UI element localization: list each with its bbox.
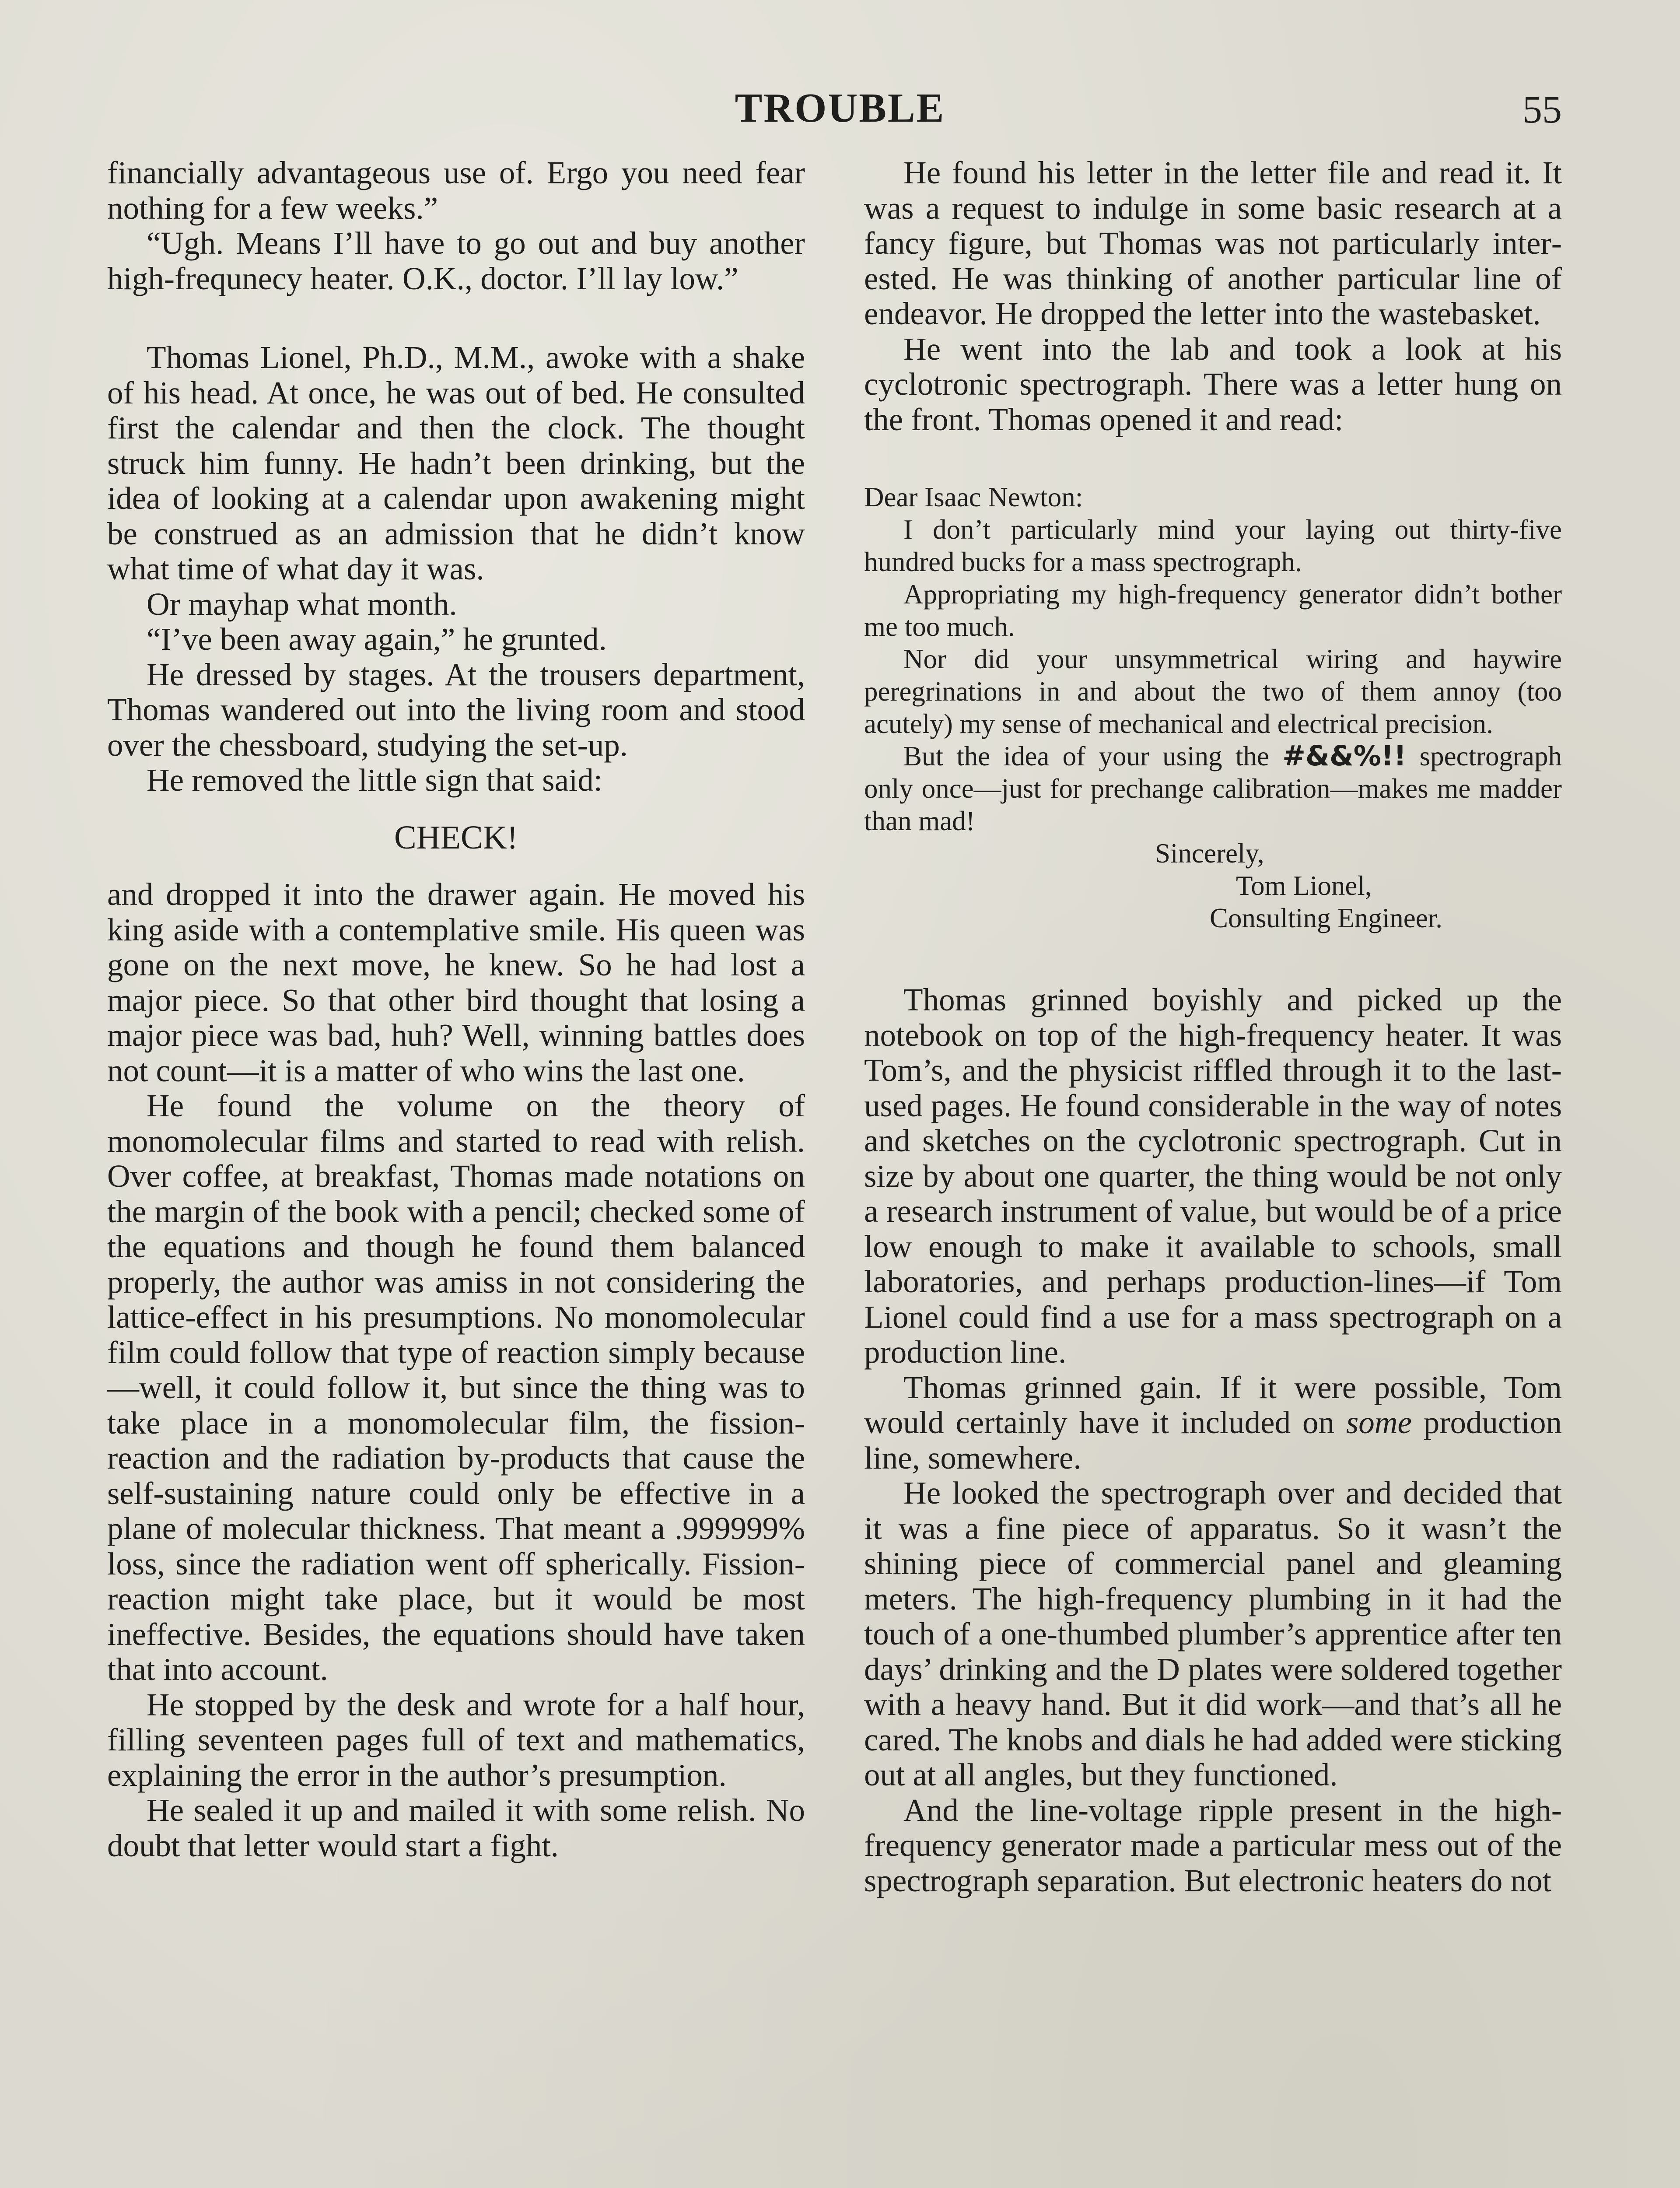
letter-salutation: Dear Isaac Newton: — [864, 482, 1083, 512]
letter-signature-title: Consulting Engineer. — [1210, 903, 1442, 933]
paragraph: And the line-voltage ripple present in the high-frequency generator made a particular mess out of the spectrograph separation. But electronic heaters do not — [864, 1792, 1562, 1898]
paragraph: He removed the little sign that said: — [147, 762, 603, 798]
paragraph: Thomas grinned gain. If it were possible, Tom would certainly have it included on some production line, somewhere. — [864, 1369, 1562, 1476]
section-break — [107, 296, 805, 340]
paragraph: Thomas grinned boyishly and picked up the notebook on top of the high-frequency heater. It was Tom’s, and the physicist riffled through it to the last-used pages. He found considerable in the way of notes and sketches on the cyclotronic spectrograph. Cut in size by about one quarter, the thing would be not only a research instrument of value, but would be of a price low enough to make it available to schools, small laboratories, and perhaps production-lines—if Tom Lionel could find a use for a mass spectrograph on a production line. — [864, 982, 1562, 1370]
page-number: 55 — [1522, 88, 1562, 131]
paragraph: financially advantageous use of. Ergo you need fear nothing for a few weeks.” — [107, 155, 805, 226]
letter-signature-name: Tom Lionel, — [1236, 870, 1372, 901]
paragraph: He found the volume on the theory of monomolecular films and started to read with relish. Over coffee, at breakfast, Thomas made notations on the margin of the book with a pencil; checked some of the equations and though he found them balanced properly, the author was amiss in not considering the lattice-effect in his presumptions. No monomolecular film could follow that type of reaction simply because—well, it could follow it, but since the thing was to take place in a monomolecular film, the fission-reaction and the radiation by-products that cause the self-sustaining nature could only be effective in a plane of molecular thickness. That meant a .999999% loss, since the radiation went off spherically. Fission-reaction might take place, but it would be most ineffective. Besides, the equations should have taken that into account. — [107, 1088, 805, 1687]
expletive-symbols: #&&%!! — [1282, 740, 1407, 772]
paragraph: He went into the lab and took a look at his cyclotronic spectrograph. There was a letter hung on the front. Thomas opened it and read: — [864, 331, 1562, 437]
paragraph: He found his letter in the letter file and read it. It was a request to indulge in some basic research at a fancy figure, but Thomas was not particularly interested. He was thinking of another particular line of endeavor. He dropped the letter into the wastebasket. — [864, 155, 1562, 331]
letter-closing: Sincerely, — [1155, 838, 1264, 869]
letter-paragraph: Appropriating my high-frequency generator didn’t bother me too much. — [864, 579, 1562, 642]
left-column — [107, 155, 805, 1863]
letter-paragraph: But the idea of your using the #&&%!! spectrograph only once—just for prechange calibration—makes me madder than mad! — [864, 740, 1562, 836]
paragraph: “Ugh. Means I’ll have to go out and buy another high-frequnecy heater. O.K., doctor. I’ll lay low.” — [107, 225, 805, 296]
paragraph: He looked the spectrograph over and decided that it was a fine piece of apparatus. So it wasn’t the shining piece of commercial panel and gleaming meters. The high-frequency plumbing in it had the touch of a one-thumbed plumber’s apprentice after ten days’ drinking and the D plates were soldered together with a heavy hand. But it did work—and that’s all he cared. The knobs and dials he had added were sticking out at all angles, but they functioned. — [864, 1475, 1562, 1792]
running-title: TROUBLE — [735, 85, 945, 131]
letter-paragraph: I don’t particularly mind your laying out thirty-five hundred bucks for a mass spectrograph. — [864, 514, 1562, 577]
right-column — [864, 155, 1562, 1898]
paragraph: and dropped it into the drawer again. He moved his king aside with a contemplative smile. His queen was gone on the next move, he knew. So he had lost a major piece. So that other bird thought that losing a major piece was bad, huh? Well, winning battles does not count—it is a matter of who wins the last one. — [107, 877, 805, 1088]
paragraph: Thomas Lionel, Ph.D., M.M., awoke with a shake of his head. At once, he was out of bed. He consulted first the calendar and then the clock. The thought struck him funny. He hadn’t been drinking, but the idea of looking at a calendar upon awakening might be construed as an admission that he didn’t know what time of what day it was. — [107, 340, 805, 586]
paragraph: He stopped by the desk and wrote for a half hour, filling seventeen pages full of text and mathematics, explaining the error in the author’s presumption. — [107, 1687, 805, 1793]
paragraph: He dressed by stages. At the trousers department, Thomas wandered out into the living room and stood over the chessboard, studying the set-up. — [107, 656, 805, 763]
paragraph: He sealed it up and mailed it with some relish. No doubt that letter would start a fight. — [107, 1792, 805, 1863]
quoted-letter — [864, 481, 1562, 934]
letter-paragraph: Nor did your unsymmetrical wiring and haywire peregrinations in and about the two of them annoy (too acutely) my sense of mechanical and electrical precision. — [864, 644, 1562, 739]
paragraph: “I’ve been away again,” he grunted. — [147, 621, 607, 657]
emphasis: some — [1346, 1405, 1412, 1440]
paragraph: Or mayhap what month. — [147, 586, 457, 622]
check-sign-text: CHECK! — [394, 819, 518, 856]
